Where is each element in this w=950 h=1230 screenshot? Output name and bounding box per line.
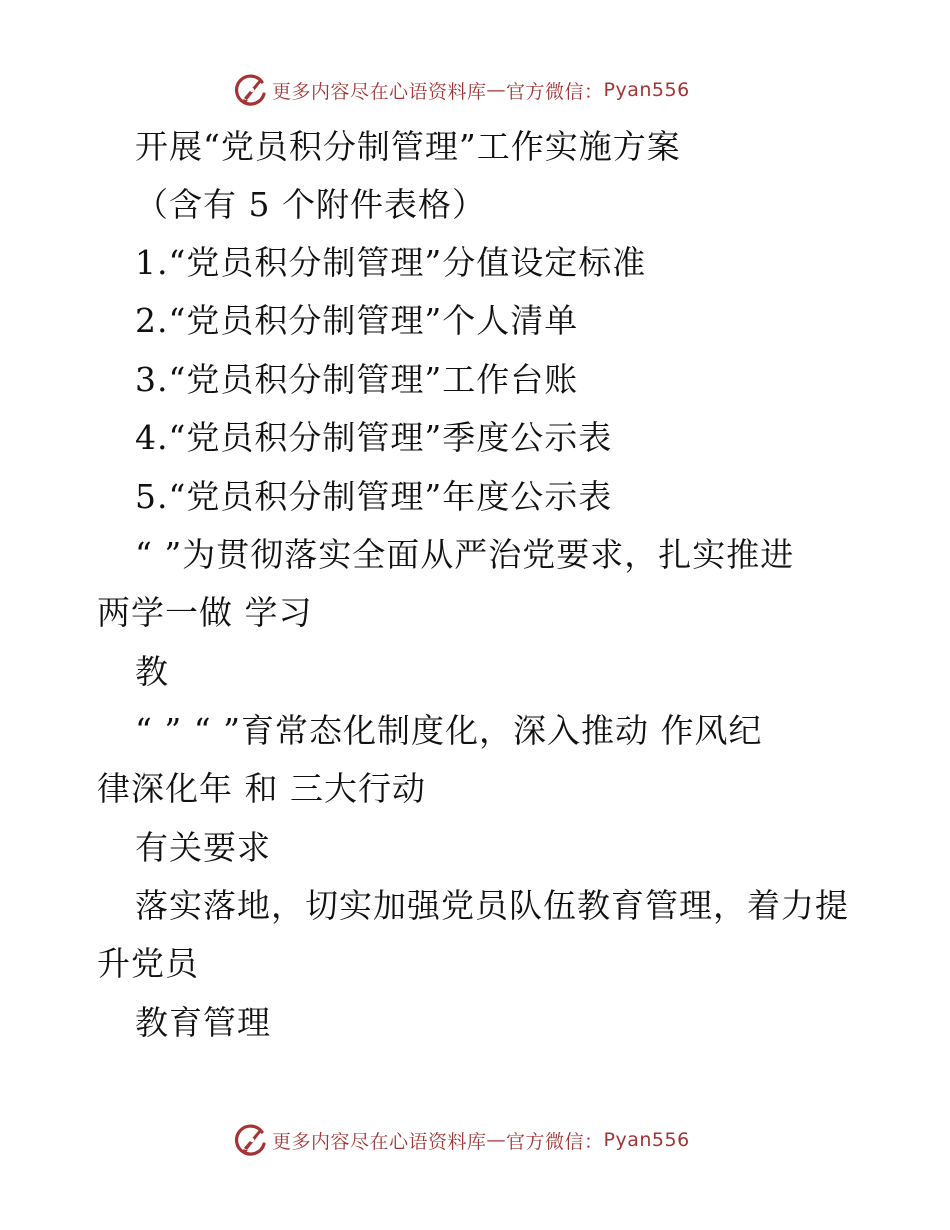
body-line: 两学一做 学习 xyxy=(97,593,313,632)
attachment-item: 1.“党员积分制管理”分值设定标准 xyxy=(135,243,647,282)
attachment-item: 3.“党员积分制管理”工作台账 xyxy=(135,360,579,399)
watermark-wechat-label: 官方微信： xyxy=(506,1130,604,1153)
watermark-footer xyxy=(232,1122,690,1158)
watermark-separator: — xyxy=(486,79,507,101)
body-line: “ ” “ ”育常态化制度化，深入推动 作风纪 xyxy=(135,711,763,750)
watermark-wechat-label: 官方微信： xyxy=(506,80,604,103)
body-line: 有关要求 xyxy=(135,828,271,867)
body-line: 律深化年 和 三大行动 xyxy=(97,769,426,808)
body-line: 教育管理 xyxy=(135,1003,271,1042)
quill-pen-circle-icon xyxy=(232,1122,268,1158)
body-line: 教 xyxy=(135,652,169,691)
body-line: “ ”为贯彻落实全面从严治党要求，扎实推进 xyxy=(135,535,795,574)
watermark-wechat-id: Pyan556 xyxy=(603,79,690,101)
watermark-header xyxy=(232,72,690,108)
watermark-wechat-id: Pyan556 xyxy=(603,1129,690,1151)
watermark-site-text: 更多内容尽在心语资料库 xyxy=(272,1130,487,1153)
watermark-separator: — xyxy=(486,1129,507,1151)
body-line: 升党员 xyxy=(97,944,199,983)
document-title: 开展“党员积分制管理”工作实施方案 xyxy=(135,127,681,166)
attachment-item: 4.“党员积分制管理”季度公示表 xyxy=(135,418,613,457)
attachment-item: 2.“党员积分制管理”个人清单 xyxy=(135,301,579,340)
quill-pen-circle-icon xyxy=(232,72,268,108)
body-line: 落实落地，切实加强党员队伍教育管理，着力提 xyxy=(135,886,849,925)
attachment-item: 5.“党员积分制管理”年度公示表 xyxy=(135,477,613,516)
document-subtitle: （含有 5 个附件表格） xyxy=(135,185,486,224)
watermark-site-text: 更多内容尽在心语资料库 xyxy=(272,80,487,103)
